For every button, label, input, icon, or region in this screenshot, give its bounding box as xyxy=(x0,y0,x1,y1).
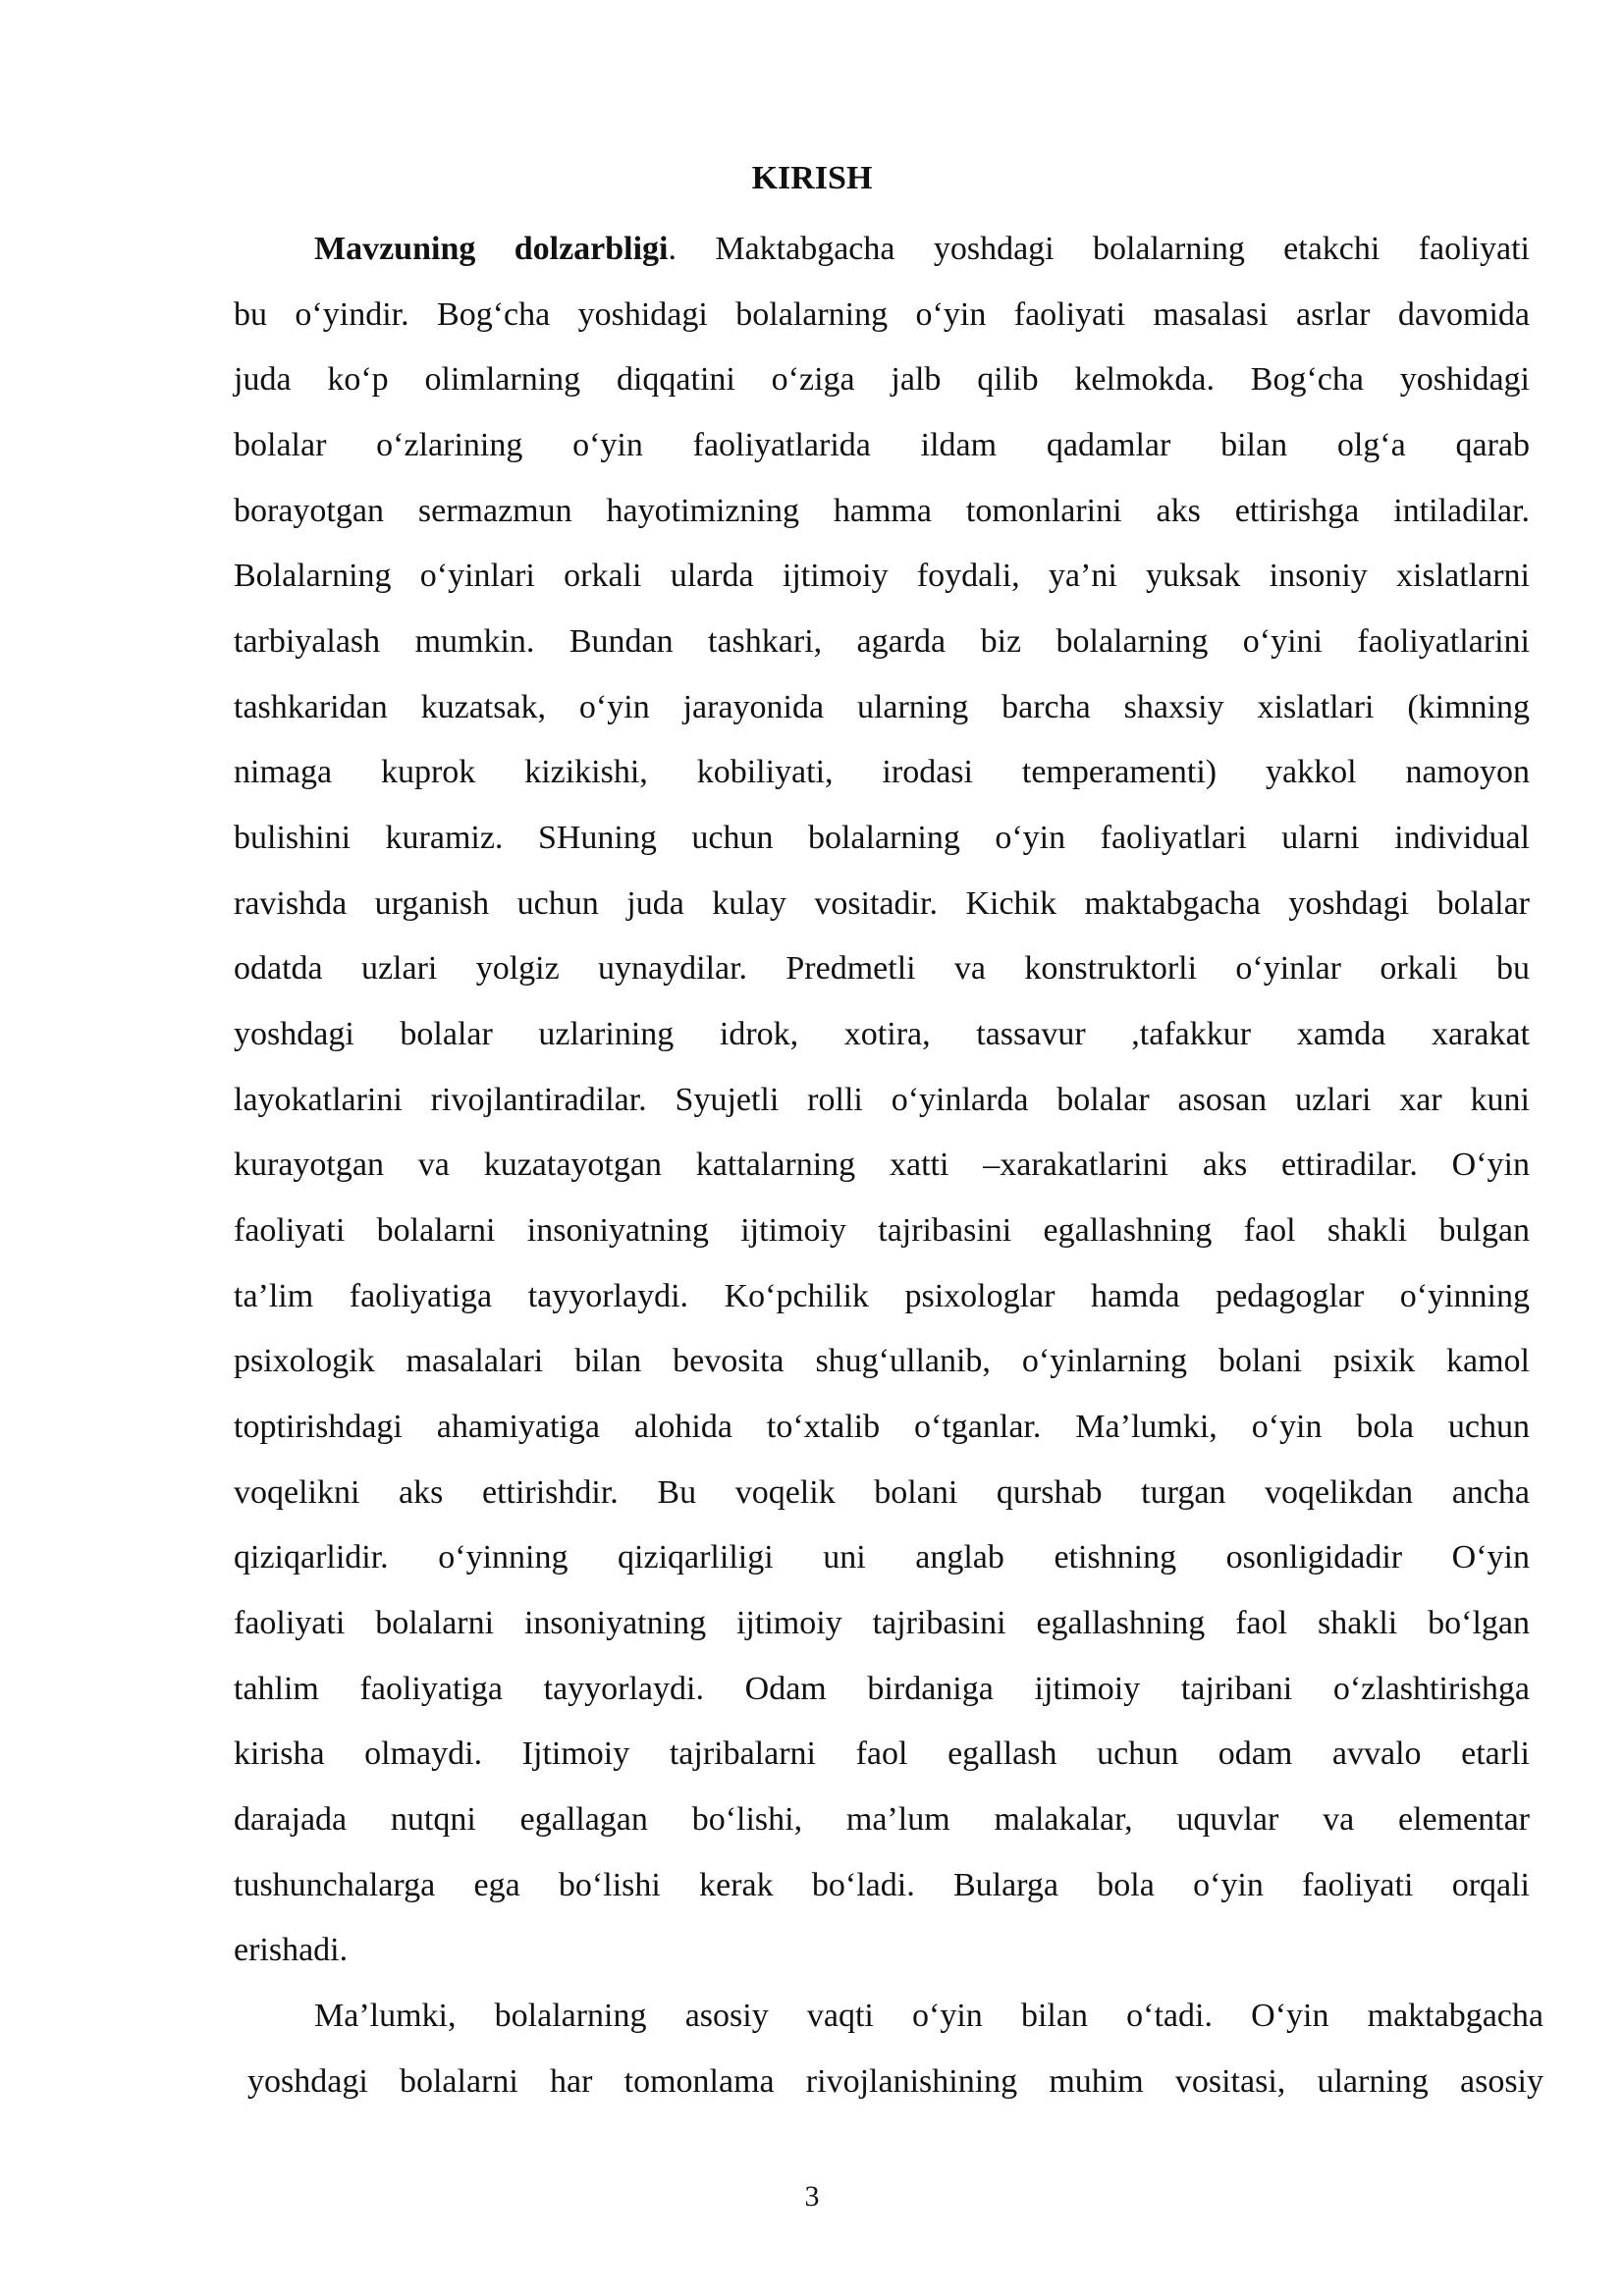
paragraph-line: borayotgan sermazmun hayotimizning hamma tomonlarini aks ettirishga intiladilar. xyxy=(234,493,1530,529)
paragraph-line: kurayotgan va kuzatayotgan kattalarning xatti –xarakatlarini aks ettiradilar. O‘yin xyxy=(234,1147,1530,1183)
paragraph-line: tashkaridan kuzatsak, o‘yin jarayonida ularning barcha shaxsiy xislatlari (kimning xyxy=(234,689,1530,725)
paragraph-line-text: . Maktabgacha yoshdagi bolalarning etakchi faoliyati xyxy=(668,231,1530,267)
paragraph-line: qiziqarlidir. o‘yinning qiziqarliligi uni anglab etishning osonligidadir O‘yin xyxy=(234,1539,1530,1575)
paragraph-line: odatda uzlari yolgiz uynaydilar. Predmetli va konstruktorli o‘yinlar orkali bu xyxy=(234,950,1530,987)
paragraph-line: faoliyati bolalarni insoniyatning ijtimoiy tajribasini egallashning faol shakli bulgan xyxy=(234,1212,1530,1249)
paragraph-line: layokatlarini rivojlantiradilar. Syujetli rolli o‘yinlarda bolalar asosan uzlari xar kuni xyxy=(234,1082,1530,1118)
paragraph-line: yoshdagi bolalarni har tomonlama rivojlanishining muhim vositasi, ularning asosiy xyxy=(247,2063,1543,2100)
paragraph-line: tarbiyalash mumkin. Bundan tashkari, agarda biz bolalarning o‘yini faoliyatlarini xyxy=(234,623,1530,660)
paragraph-line xyxy=(314,226,1530,273)
paragraph-line: tahlim faoliyatiga tayyorlaydi. Odam birdaniga ijtimoiy tajribani o‘zlashtirishga xyxy=(234,1671,1530,1707)
paragraph-line: nimaga kuprok kizikishi, kobiliyati, irodasi temperamenti) yakkol namoyon xyxy=(234,754,1530,790)
paragraph-line: ravishda urganish uchun juda kulay vositadir. Kichik maktabgacha yoshdagi bolalar xyxy=(234,885,1530,922)
paragraph-lead: Mavzuning dolzarbligi xyxy=(314,231,669,267)
paragraph-line: tushunchalarga ega bo‘lishi kerak bo‘ladi. Bularga bola o‘yin faoliyati orqali xyxy=(234,1867,1530,1903)
paragraph-line: bulishini kuramiz. SHuning uchun bolalarning o‘yin faoliyatlari ularni individual xyxy=(234,820,1530,856)
paragraph-line: toptirishdagi ahamiyatiga alohida to‘xtalib o‘tganlar. Ma’lumki, o‘yin bola uchun xyxy=(234,1409,1530,1445)
paragraph-line: Bolalarning o‘yinlari orkali ularda ijtimoiy foydali, ya’ni yuksak insoniy xislatlarni xyxy=(234,558,1530,594)
paragraph-line: juda ko‘p olimlarning diqqatini o‘ziga jalb qilib kelmokda. Bog‘cha yoshidagi xyxy=(234,361,1530,398)
paragraph-line: erishadi. xyxy=(234,1932,349,1968)
paragraph-line: darajada nutqni egallagan bo‘lishi, ma’lum malakalar, uquvlar va elementar xyxy=(234,1801,1530,1838)
paragraph-line: psixologik masalalari bilan bevosita shug‘ullanib, o‘yinlarning bolani psixik kamol xyxy=(234,1343,1530,1379)
paragraph-line: bu o‘yindir. Bog‘cha yoshidagi bolalarning o‘yin faoliyati masalasi asrlar davomida xyxy=(234,296,1530,333)
paragraph-line: faoliyati bolalarni insoniyatning ijtimoiy tajribasini egallashning faol shakli bo‘lgan xyxy=(234,1605,1530,1641)
section-heading: KIRISH xyxy=(751,160,873,196)
paragraph-line: yoshdagi bolalar uzlarining idrok, xotira, tassavur ,tafakkur xamda xarakat xyxy=(234,1016,1530,1052)
paragraph-line: Ma’lumki, bolalarning asosiy vaqti o‘yin bilan o‘tadi. O‘yin maktabgacha xyxy=(314,1998,1543,2034)
paragraph-line: bolalar o‘zlarining o‘yin faoliyatlarida ildam qadamlar bilan olg‘a qarab xyxy=(234,427,1530,463)
paragraph-line: ta’lim faoliyatiga tayyorlaydi. Ko‘pchilik psixologlar hamda pedagoglar o‘yinning xyxy=(234,1278,1530,1314)
page-number: 3 xyxy=(804,2180,820,2213)
paragraph-line: voqelikni aks ettirishdir. Bu voqelik bolani qurshab turgan voqelikdan ancha xyxy=(234,1474,1530,1511)
paragraph-line: kirisha olmaydi. Ijtimoiy tajribalarni faol egallash uchun odam avvalo etarli xyxy=(234,1735,1530,1772)
